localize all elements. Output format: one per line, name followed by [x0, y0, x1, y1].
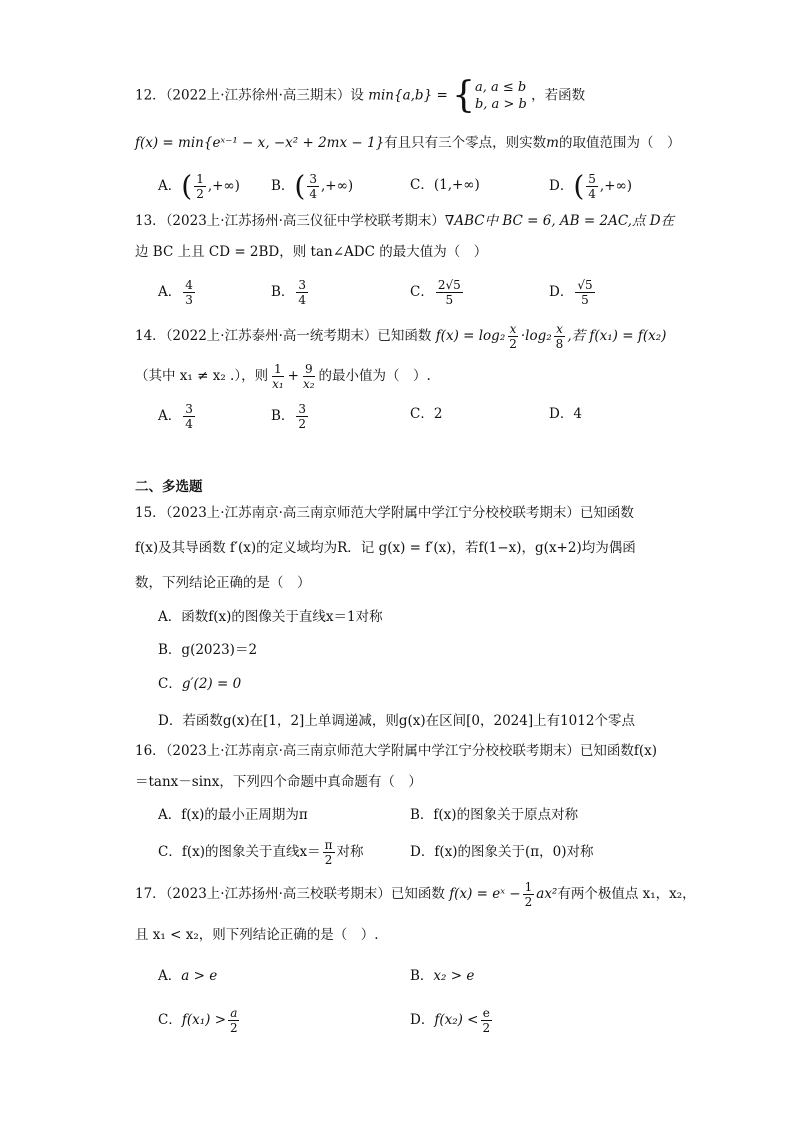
q17-option-b: B．x₂ > e [410, 968, 475, 984]
q16-stem-line1: 16．（2023上·江苏南京·高三南京师范大学附属中学江宁分校校联考期末）已知函数f(x) [135, 743, 658, 759]
q12-stem-line1: 12．（2022上·江苏徐州·高三期末）设 min{a,b} = { a, a ≤ b b, a > b ，若函数 [135, 75, 586, 116]
q14-option-a: A． $\frac{3}{4}$ [158, 402, 193, 431]
q12-option-b: B．( $\frac{3}{4}$ ,+∞) [271, 169, 354, 203]
q14-option-b: B． $\frac{3}{2}$ [271, 402, 307, 431]
q13-stem-line2: 边 BC 上且 CD = 2BD，则 tan∠ADC 的最大值为（ ） [135, 244, 488, 260]
q13-stem-line1: 13．（2023上·江苏扬州·高三仪征中学校联考期末）∇ABC中 BC = 6, AB = 2AC,点 D在 [135, 213, 675, 229]
q16-option-d: D．f(x)的图象关于(π，0)对称 [410, 844, 594, 860]
q16-option-b: B．f(x)的图象关于原点对称 [410, 807, 579, 823]
q15-stem-line1: 15．（2023上·江苏南京·高三南京师范大学附属中学江宁分校校联考期末）已知函数 [135, 505, 634, 521]
q17-stem-line1: 17．（2023上·江苏扬州·高三校联考期末）已知函数 f(x) = eˣ − $\frac{1}{2}$ ax²有两个极值点 x₁，x₂， [135, 880, 696, 909]
q13-option-b: B． $\frac{3}{4}$ [271, 278, 307, 307]
q12-option-d: D．( $\frac{5}{4}$ ,+∞) [549, 169, 633, 203]
q14-option-c: C．2 [410, 406, 443, 422]
q13-option-a: A． $\frac{4}{3}$ [158, 278, 193, 307]
q16-option-a: A．f(x)的最小正周期为π [158, 807, 308, 823]
q17-option-a: A．a > e [158, 968, 218, 984]
q17-option-d: D．f(x₂) < $\frac{e}{2}$ [410, 1006, 491, 1035]
q15-option-b: B．g(2023)＝2 [158, 642, 258, 658]
q14-stem-line1: 14．（2022上·江苏泰州·高一统考期末）已知函数 f(x) = log₂ $\frac{x}{2}$ ·log₂ $\frac{x}{8}$ ,若 f(x₁) = f(x₂) [135, 322, 667, 351]
q17-option-c: C．f(x₁) > $\frac{a}{2}$ [158, 1006, 238, 1035]
q14-option-d: D．4 [549, 406, 582, 422]
q12-option-a: A．( $\frac{1}{2}$ ,+∞) [158, 169, 240, 203]
q16-option-c: C．f(x)的图象关于直线x＝ $\frac{\pi}{2}$ 对称 [158, 838, 364, 867]
q15-stem-line3: 数，下列结论正确的是（ ） [135, 575, 311, 591]
q15-stem-line2: f(x)及其导函数 f′(x)的定义域均为R．记 g(x) = f′(x)，若f(1−x)，g(x+2)均为偶函 [135, 540, 636, 556]
q16-stem-line2: ＝tanx－sinx，下列四个命题中真命题有（ ） [135, 774, 422, 790]
q17-stem-line2: 且 x₁ < x₂，则下列结论正确的是（ ）. [135, 927, 379, 943]
q15-option-c: C．g′(2) = 0 [158, 676, 242, 692]
q14-stem-line2: （其中 x₁ ≠ x₂ .），则 $\frac{1}{\text{x₁}}$ + $\frac{9}{\text{x₂}}$ 的最小值为（ ）. [135, 362, 431, 391]
q15-option-d: D．若函数g(x)在[1，2]上单调递减，则g(x)在区间[0，2024]上有1012个零点 [158, 713, 635, 729]
q15-option-a: A．函数f(x)的图像关于直线x＝1对称 [158, 609, 383, 625]
q13-option-c: C． $\frac{2√5}{5}$ [410, 278, 461, 307]
section-heading: 二、多选题 [135, 479, 203, 495]
q13-option-d: D． $\frac{√5}{5}$ [549, 278, 593, 307]
q12-stem-line2: f(x) = min{eˣ⁻¹ − x, −x² + 2mx − 1}有且只有三个零点，则实数m的取值范围为（ ） [135, 135, 681, 151]
q12-option-c: C．(1,+∞) [410, 177, 480, 193]
